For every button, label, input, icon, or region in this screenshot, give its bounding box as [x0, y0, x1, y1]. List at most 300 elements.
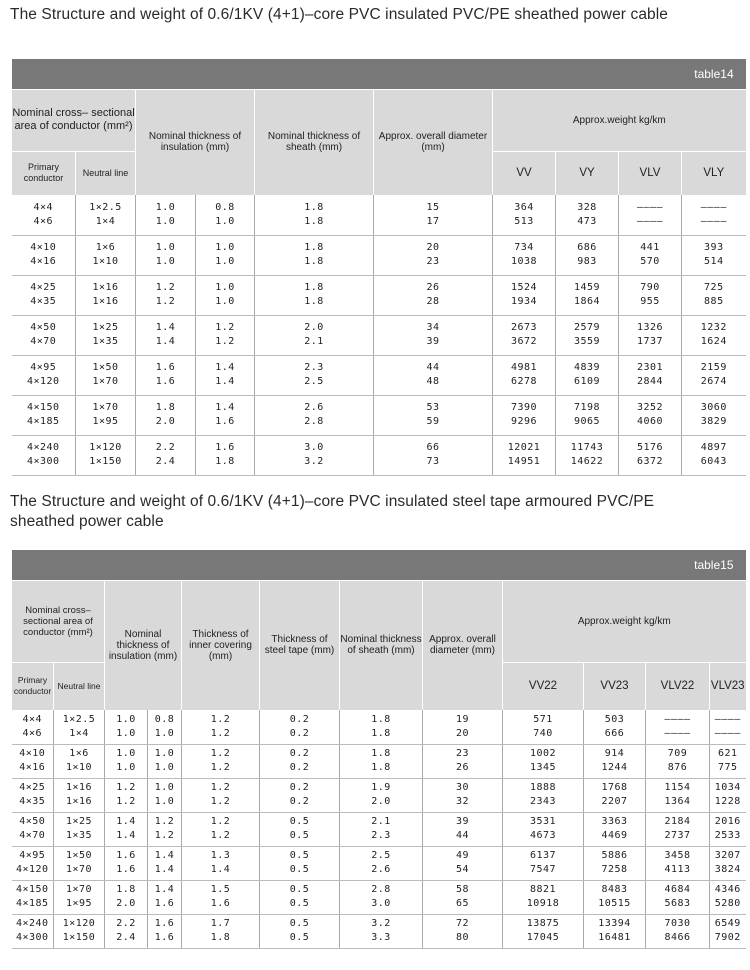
weight-vv22	[503, 846, 584, 880]
inner-covering-value: 1.2	[210, 727, 231, 739]
weight-vy-value: 3559	[573, 336, 601, 347]
insulation-neutral-value: 1.4	[215, 402, 235, 413]
primary-header: Primary conductor	[12, 151, 76, 195]
table15	[11, 550, 746, 949]
weight-vv23	[584, 846, 646, 880]
steel-tape-value: 0.5	[289, 898, 310, 909]
steel-tape	[260, 812, 340, 846]
insulation-neutral-value: 1.0	[154, 796, 175, 807]
weight-vv-value: 9296	[510, 416, 538, 427]
overall-diameter-value: 80	[455, 932, 470, 943]
insulation-header: Nominal thickness of insulation (mm)	[136, 89, 255, 195]
steel-tape	[260, 744, 340, 778]
neutral-line	[54, 846, 105, 880]
insulation-primary-value: 2.0	[155, 416, 176, 427]
sheath-thickness-value: 1.8	[304, 256, 324, 267]
steel-tape-value: 0.2	[289, 748, 310, 759]
inner-covering	[182, 880, 260, 914]
weight-vv-value: 513	[514, 215, 534, 227]
weight-vly-value: 1232	[700, 322, 727, 333]
weight-vlv23	[710, 744, 746, 778]
insulation-primary	[105, 744, 148, 778]
sheath-thickness-value: 2.0	[371, 796, 391, 807]
weight-vlv23-value: 2533	[714, 830, 741, 841]
sheath-thickness-value: 2.1	[371, 816, 391, 827]
neutral-line-value: 1×50	[92, 362, 119, 373]
weight-vly	[682, 195, 746, 235]
inner-covering	[182, 778, 260, 812]
weight-vlv-value: 2301	[636, 362, 664, 373]
weight-vv	[493, 275, 556, 315]
weight-vv	[493, 315, 556, 355]
insulation-neutral-value: 1.2	[154, 830, 175, 841]
primary-conductor-value: 4×6	[33, 215, 54, 227]
primary-conductor	[12, 435, 76, 475]
overall-diameter-value: 28	[426, 296, 440, 307]
insulation-neutral-value: 1.6	[215, 416, 235, 427]
weight-vlv22-value: 3458	[664, 850, 691, 861]
weight-vv22-value: 10918	[526, 898, 560, 909]
overall-diameter-value: 15	[426, 201, 440, 213]
sheath-thickness	[255, 435, 374, 475]
weight-col-header: VLY	[682, 151, 746, 195]
weight-vv-value: 364	[514, 201, 534, 213]
weight-vv-value: 4981	[510, 362, 538, 373]
weight-vly-value: 1624	[700, 336, 727, 347]
insulation-primary	[105, 710, 148, 744]
weight-vlv-value: ––––	[636, 215, 664, 227]
insulation-primary-value: 2.2	[116, 918, 136, 929]
sheath-thickness	[255, 275, 374, 315]
overall-diameter	[374, 235, 493, 275]
primary-conductor	[12, 914, 54, 948]
insulation-neutral	[196, 275, 255, 315]
insulation-primary-value: 1.4	[116, 830, 136, 841]
primary-conductor	[12, 355, 76, 395]
weight-vv22	[503, 744, 584, 778]
insulation-primary-value: 1.8	[116, 884, 136, 895]
table-row	[12, 435, 746, 475]
steel-tape-value: 0.2	[289, 782, 310, 793]
primary-conductor	[12, 195, 76, 235]
primary-conductor-value: 4×25	[30, 282, 57, 293]
weight-vlv23	[710, 914, 746, 948]
neutral-line	[76, 435, 136, 475]
table-row	[12, 235, 746, 275]
insulation-neutral-value: 1.2	[215, 322, 235, 333]
insulation-neutral-value: 1.0	[154, 748, 175, 759]
weight-vv22-value: 3531	[529, 816, 557, 827]
weight-vy	[556, 315, 619, 355]
neutral-line-value: 1×4	[69, 727, 89, 739]
neutral-line-value: 1×16	[65, 796, 93, 807]
sheath-thickness	[340, 846, 423, 880]
weight-vlv-value: 955	[640, 296, 660, 307]
sheath-thickness	[255, 355, 374, 395]
neutral-line-value: 1×50	[65, 850, 93, 861]
primary-conductor	[12, 744, 54, 778]
weight-vv22-value: 17045	[526, 932, 560, 943]
overall-diameter-value: 58	[455, 884, 470, 895]
insulation-neutral	[148, 914, 182, 948]
weight-vlv-value: 3252	[636, 402, 664, 413]
neutral-header: Neutral line	[54, 662, 105, 710]
table-row	[12, 275, 746, 315]
overall-diameter	[423, 778, 503, 812]
overall-diameter-value: 19	[455, 713, 470, 725]
sheath-thickness-value: 1.8	[371, 713, 391, 725]
overall-diameter-value: 66	[426, 442, 440, 453]
primary-conductor-value: 4×50	[19, 816, 46, 827]
weight-vv	[493, 355, 556, 395]
weight-vy	[556, 275, 619, 315]
insulation-neutral-value: 1.6	[154, 898, 175, 909]
primary-conductor-value: 4×6	[22, 727, 43, 739]
table14	[11, 59, 746, 476]
weight-col-header: VV23	[584, 662, 646, 710]
weight-vlv	[619, 195, 682, 235]
sheath-thickness-value: 2.8	[304, 416, 324, 427]
insulation-neutral	[148, 744, 182, 778]
inner-covering-value: 1.4	[210, 864, 231, 875]
inner-covering-value: 1.2	[210, 796, 231, 807]
insulation-header: Nominal thickness of insulation (mm)	[105, 580, 182, 710]
insulation-neutral-value: 1.4	[154, 884, 175, 895]
overall-diameter	[423, 710, 503, 744]
sheath-thickness-value: 1.8	[304, 282, 324, 293]
weight-vv-value: 14951	[507, 456, 541, 467]
weight-vlv22-value: 876	[667, 762, 688, 773]
sheath-thickness-value: 2.6	[304, 402, 324, 413]
weight-vv	[493, 435, 556, 475]
neutral-line-value: 1×25	[65, 816, 93, 827]
weight-vv23-value: 3363	[601, 816, 628, 827]
primary-conductor-value: 4×35	[19, 796, 46, 807]
weight-vlv-value: 570	[640, 256, 660, 267]
sheath-thickness	[340, 778, 423, 812]
insulation-neutral	[148, 880, 182, 914]
weight-vlv-value: 1326	[636, 322, 664, 333]
insulation-neutral-value: 1.0	[154, 762, 175, 773]
weight-vlv-value: 441	[640, 242, 660, 253]
weight-vlv	[619, 275, 682, 315]
sheath-thickness	[340, 710, 423, 744]
primary-conductor	[12, 235, 76, 275]
sheath-thickness	[340, 914, 423, 948]
weight-vv22-value: 7547	[529, 864, 557, 875]
inner-covering	[182, 710, 260, 744]
weight-vlv22-value: 5683	[664, 898, 691, 909]
weight-vlv22-value: 8466	[664, 932, 691, 943]
primary-conductor-value: 4×35	[30, 296, 57, 307]
neutral-line-value: 1×16	[92, 296, 119, 307]
weight-vlv-value: 4060	[636, 416, 664, 427]
weight-vly-value: 725	[704, 282, 724, 293]
weight-vlv23-value: 775	[717, 762, 738, 773]
weight-vlv	[619, 435, 682, 475]
overall-diameter	[374, 355, 493, 395]
insulation-neutral-value: 1.0	[154, 782, 175, 793]
insulation-primary	[105, 914, 148, 948]
neutral-line	[76, 235, 136, 275]
insulation-primary	[136, 355, 196, 395]
inner-covering-value: 1.2	[210, 830, 231, 841]
weight-vly-value: 3060	[700, 402, 727, 413]
weight-vlv23	[710, 812, 746, 846]
primary-conductor	[12, 275, 76, 315]
insulation-primary-value: 1.4	[116, 816, 136, 827]
insulation-neutral	[196, 435, 255, 475]
weight-vlv22-value: ––––	[664, 727, 691, 739]
neutral-line-value: 1×70	[65, 884, 93, 895]
weight-vly	[682, 235, 746, 275]
primary-conductor-value: 4×4	[22, 713, 43, 725]
insulation-neutral-value: 1.4	[215, 376, 235, 387]
overall-diameter-value: 26	[455, 762, 470, 773]
neutral-line	[54, 744, 105, 778]
weight-vlv22-value: 4113	[664, 864, 691, 875]
sheath-thickness-value: 1.8	[371, 748, 391, 759]
overall-diameter-value: 34	[426, 322, 440, 333]
insulation-primary-value: 1.2	[116, 782, 136, 793]
weight-vly-value: 4897	[700, 442, 727, 453]
overall-diameter-value: 72	[455, 918, 470, 929]
neutral-line-value: 1×10	[92, 256, 119, 267]
weight-vlv22-value: 2184	[664, 816, 691, 827]
weight-vlv22-value: 2737	[664, 830, 691, 841]
weight-vlv-value: 790	[640, 282, 660, 293]
weight-vv22-value: 2343	[529, 796, 557, 807]
insulation-primary-value: 1.4	[155, 336, 176, 347]
table-row	[12, 812, 746, 846]
steel-tape-value: 0.5	[289, 850, 310, 861]
primary-conductor-value: 4×300	[26, 456, 60, 467]
weight-vv22-value: 6137	[529, 850, 557, 861]
steel-tape-value: 0.2	[289, 713, 310, 725]
overall-diameter-value: 44	[426, 362, 440, 373]
weight-vv22-value: 4673	[529, 830, 557, 841]
overall-diameter	[423, 846, 503, 880]
primary-conductor-value: 4×16	[30, 256, 57, 267]
weight-vy-value: 4839	[573, 362, 601, 373]
neutral-line-value: 1×120	[62, 918, 96, 929]
weight-vly	[682, 355, 746, 395]
insulation-primary-value: 1.0	[116, 713, 136, 725]
table-row	[12, 880, 746, 914]
overall-diameter-value: 20	[455, 727, 470, 739]
weight-vv-value: 3672	[510, 336, 538, 347]
insulation-neutral-value: 1.0	[215, 242, 235, 253]
weight-vly	[682, 395, 746, 435]
primary-conductor-value: 4×120	[26, 376, 60, 387]
weight-vy-value: 686	[577, 242, 597, 253]
table14-tag: table14	[12, 59, 746, 89]
insulation-primary	[136, 395, 196, 435]
overall-diameter-value: 49	[455, 850, 470, 861]
weight-header: Approx.weight kg/km	[503, 580, 746, 662]
insulation-neutral-value: 1.0	[215, 256, 235, 267]
overall-diameter-value: 30	[455, 782, 470, 793]
insulation-neutral-value: 1.6	[154, 918, 175, 929]
insulation-primary-value: 1.8	[155, 402, 176, 413]
neutral-line	[76, 195, 136, 235]
primary-conductor	[12, 812, 54, 846]
primary-conductor-value: 4×70	[30, 336, 57, 347]
weight-col-header: VY	[556, 151, 619, 195]
weight-vv-value: 7390	[510, 402, 538, 413]
insulation-primary-value: 1.6	[116, 864, 136, 875]
weight-vlv23	[710, 778, 746, 812]
weight-vy	[556, 195, 619, 235]
overall-diameter-value: 53	[426, 402, 440, 413]
weight-vv-value: 734	[514, 242, 534, 253]
insulation-neutral-value: 1.4	[154, 864, 175, 875]
overall-diameter-value: 54	[455, 864, 470, 875]
neutral-line	[54, 812, 105, 846]
weight-vlv22-value: 1154	[664, 782, 691, 793]
weight-vy	[556, 355, 619, 395]
steel-tape	[260, 710, 340, 744]
weight-header: Approx.weight kg/km	[493, 89, 746, 151]
weight-vv23	[584, 744, 646, 778]
weight-vv-value: 1934	[510, 296, 538, 307]
overall-diameter-value: 59	[426, 416, 440, 427]
weight-vv	[493, 195, 556, 235]
neutral-line-value: 1×6	[95, 242, 116, 253]
weight-vv23-value: 16481	[598, 932, 631, 943]
weight-vv23	[584, 778, 646, 812]
overall-diameter-value: 65	[455, 898, 470, 909]
weight-vv23-value: 4469	[601, 830, 628, 841]
insulation-primary	[105, 812, 148, 846]
weight-vlv22	[646, 914, 710, 948]
sheath-thickness-value: 1.8	[304, 201, 324, 213]
insulation-neutral	[148, 846, 182, 880]
insulation-primary-value: 2.4	[116, 932, 136, 943]
primary-conductor	[12, 778, 54, 812]
sheath-header: Nominal thickness of sheath (mm)	[255, 89, 374, 195]
weight-vlv23-value: 6549	[714, 918, 741, 929]
area-header: Nominal cross– sectional area of conductor (mm²)	[12, 89, 136, 151]
overall-diameter-value: 23	[426, 256, 440, 267]
insulation-neutral	[148, 812, 182, 846]
inner-covering-value: 1.3	[210, 850, 231, 861]
neutral-line-value: 1×35	[65, 830, 93, 841]
primary-conductor-value: 4×10	[19, 748, 46, 759]
overall-diameter-value: 23	[455, 748, 470, 759]
weight-vly-value: 2159	[700, 362, 727, 373]
weight-vy-value: 473	[577, 215, 597, 227]
steel-tape-value: 0.5	[289, 816, 310, 827]
weight-vlv23-value: 3207	[714, 850, 741, 861]
steel-tape-value: 0.5	[289, 830, 310, 841]
sheath-thickness-value: 2.6	[371, 864, 391, 875]
weight-vlv22	[646, 812, 710, 846]
weight-vv22	[503, 914, 584, 948]
weight-vy-value: 11743	[570, 442, 604, 453]
steel-tape-value: 0.5	[289, 918, 310, 929]
steel-tape	[260, 778, 340, 812]
overall-diameter-value: 26	[426, 282, 440, 293]
insulation-neutral-value: 0.8	[215, 201, 235, 213]
inner-covering-value: 1.2	[210, 748, 231, 759]
weight-vly-value: 393	[704, 242, 724, 253]
sheath-thickness-value: 3.2	[371, 918, 391, 929]
weight-vlv23-value: 1228	[714, 796, 741, 807]
weight-vly-value: 3829	[700, 416, 727, 427]
neutral-line	[54, 880, 105, 914]
weight-vv23	[584, 914, 646, 948]
weight-vy-value: 14622	[570, 456, 604, 467]
insulation-primary	[136, 195, 196, 235]
insulation-primary-value: 1.0	[155, 242, 176, 253]
sheath-thickness	[340, 880, 423, 914]
primary-header: Primary conductor	[12, 662, 54, 710]
area-header: Nominal cross–sectional area of conductor (mm²)	[12, 580, 105, 662]
overall-diameter-value: 32	[455, 796, 470, 807]
overall-diameter-value: 39	[455, 816, 470, 827]
steel-tape-value: 0.5	[289, 884, 310, 895]
insulation-primary-value: 1.6	[155, 376, 176, 387]
diameter-header: Approx. overall diameter (mm)	[374, 89, 493, 195]
overall-diameter	[374, 275, 493, 315]
weight-vv23	[584, 812, 646, 846]
overall-diameter	[423, 914, 503, 948]
insulation-primary-value: 1.0	[155, 256, 176, 267]
insulation-primary	[105, 846, 148, 880]
steel-tape-value: 0.2	[289, 727, 310, 739]
weight-vlv23-value: ––––	[714, 727, 741, 739]
weight-col-header: VLV23	[710, 662, 746, 710]
neutral-line-value: 1×70	[92, 402, 119, 413]
sheath-thickness-value: 3.0	[304, 442, 324, 453]
weight-vv22	[503, 778, 584, 812]
table-row	[12, 195, 746, 235]
weight-vv22-value: 1002	[529, 748, 557, 759]
weight-vlv22	[646, 710, 710, 744]
weight-vy-value: 983	[577, 256, 597, 267]
sheath-thickness-value: 1.8	[304, 242, 324, 253]
primary-conductor	[12, 395, 76, 435]
weight-vly-value: 6043	[700, 456, 727, 467]
insulation-neutral-value: 1.0	[215, 215, 235, 227]
neutral-line-value: 1×150	[62, 932, 96, 943]
primary-conductor	[12, 315, 76, 355]
weight-vly-value: 885	[704, 296, 724, 307]
weight-vy	[556, 395, 619, 435]
weight-vv22	[503, 812, 584, 846]
sheath-thickness-value: 2.0	[304, 322, 324, 333]
weight-vv23-value: 914	[604, 748, 625, 759]
weight-vlv-value: 1737	[636, 336, 664, 347]
inner-covering-value: 1.2	[210, 762, 231, 773]
weight-vlv22-value: 1364	[664, 796, 691, 807]
insulation-neutral-value: 1.2	[215, 336, 235, 347]
weight-vly-value: 2674	[700, 376, 727, 387]
weight-vlv22	[646, 744, 710, 778]
weight-vy-value: 1864	[573, 296, 601, 307]
neutral-line-value: 1×150	[89, 456, 122, 467]
steel-tape-value: 0.2	[289, 762, 310, 773]
weight-vv22	[503, 880, 584, 914]
weight-vlv23-value: 3824	[714, 864, 741, 875]
sheath-thickness-value: 1.8	[371, 727, 391, 739]
weight-vy-value: 1459	[573, 282, 601, 293]
sheath-thickness	[340, 812, 423, 846]
insulation-primary	[136, 275, 196, 315]
weight-vv-value: 6278	[510, 376, 538, 387]
primary-conductor-value: 4×185	[26, 416, 60, 427]
